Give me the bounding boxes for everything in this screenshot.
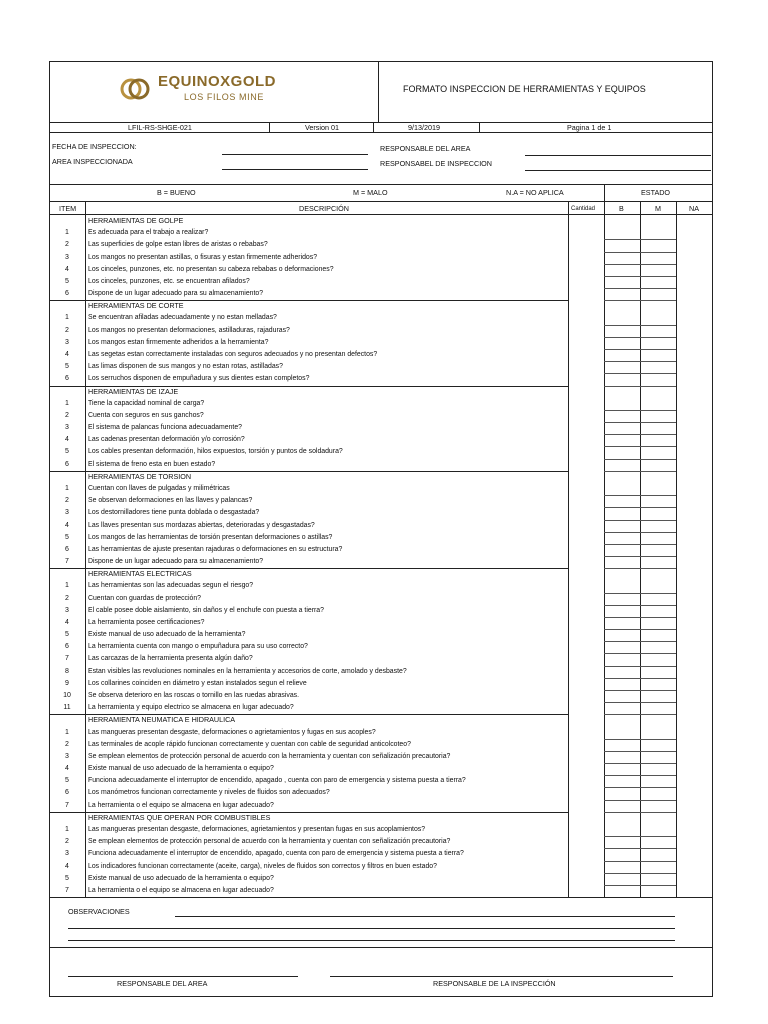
- state-cells[interactable]: [604, 239, 676, 240]
- legend-bueno: B = BUENO: [157, 188, 196, 197]
- item-number: 11: [63, 704, 71, 712]
- area-field[interactable]: [222, 169, 368, 170]
- item-number: 7: [65, 801, 69, 809]
- item-number: 1: [65, 582, 69, 590]
- item-description: Los mangos no presentan astillas, o fisuras y estan firmemente adheridos?: [88, 253, 318, 261]
- state-cells[interactable]: [604, 276, 676, 277]
- company-logo: [118, 72, 318, 108]
- item-number: 5: [65, 363, 69, 371]
- state-cells[interactable]: [604, 361, 676, 362]
- item-description: Existe manual de uso adecuado de la herramienta o equipo?: [88, 765, 274, 773]
- item-number: 4: [65, 862, 69, 870]
- item-number: 1: [65, 399, 69, 407]
- state-cells[interactable]: [604, 605, 676, 606]
- state-cells[interactable]: [604, 349, 676, 350]
- item-number: 9: [65, 679, 69, 687]
- item-number: 3: [65, 424, 69, 432]
- firma-area-line[interactable]: [68, 976, 298, 977]
- item-number: 2: [65, 411, 69, 419]
- resp-insp-label: RESPONSABEL DE INSPECCION: [380, 159, 492, 168]
- col-na: NA: [689, 204, 699, 213]
- state-cells[interactable]: [604, 544, 676, 545]
- item-number: 4: [65, 436, 69, 444]
- state-cells[interactable]: [604, 751, 676, 752]
- logo-text: EQUINOXGOLD: [158, 73, 277, 90]
- item-number: 5: [65, 874, 69, 882]
- item-description: Cuentan con llaves de pulgadas y milimétricas: [88, 484, 230, 492]
- col-m: M: [655, 204, 661, 213]
- item-number: 5: [65, 777, 69, 785]
- section-title: HERRAMIENTAS DE IZAJE: [88, 386, 179, 396]
- item-description: Los mangos no presentan deformaciones, astilladuras, rajaduras?: [88, 326, 290, 334]
- item-number: 4: [65, 765, 69, 773]
- item-description: Dispone de un lugar adecuado para su almacenamiento?: [88, 290, 264, 298]
- fecha-label: FECHA DE INSPECCION:: [52, 142, 137, 151]
- col-cantidad: Cantidad: [571, 206, 596, 212]
- item-number: 6: [65, 643, 69, 651]
- item-description: La herramienta posee certificaciones?: [88, 618, 205, 626]
- state-cells[interactable]: [604, 386, 676, 387]
- item-description: Los collarines coinciden en diámetro y estan instalados segun el relieve: [88, 679, 307, 687]
- item-number: 3: [65, 338, 69, 346]
- state-cells[interactable]: [604, 653, 676, 654]
- item-description: Se emplean elementos de protección personal de acuerdo con la herramienta y cuentan con señalización precautoria?: [88, 752, 451, 760]
- item-number: 1: [65, 314, 69, 322]
- item-number: 4: [65, 521, 69, 529]
- item-description: Los mangos estan firmemente adheridos a la herramienta?: [88, 338, 269, 346]
- doc-page: Pagina 1 de 1: [567, 123, 612, 132]
- item-number: 7: [65, 558, 69, 566]
- resp-area-label: RESPONSABLE DEL AREA: [380, 144, 471, 153]
- state-cells[interactable]: [604, 300, 676, 301]
- item-number: 2: [65, 497, 69, 505]
- doc-date: 9/13/2019: [408, 123, 440, 132]
- item-description: Las llaves presentan sus mordazas abiertas, deterioradas y desgastadas?: [88, 521, 315, 529]
- fecha-field[interactable]: [222, 154, 368, 155]
- item-number: 5: [65, 448, 69, 456]
- form-title: FORMATO INSPECCION DE HERRAMIENTAS Y EQUIPOS: [403, 84, 646, 94]
- state-cells[interactable]: [604, 787, 676, 788]
- item-number: 5: [65, 631, 69, 639]
- state-cells[interactable]: [604, 848, 676, 849]
- item-description: Los mangos de las herramientas de torsión presentan deformaciones o astillas?: [88, 533, 333, 541]
- state-cells[interactable]: [604, 446, 676, 447]
- item-number: 3: [65, 606, 69, 614]
- section-title: HERRAMIENTAS DE TORSION: [88, 471, 192, 481]
- state-cells[interactable]: [604, 641, 676, 642]
- state-cells[interactable]: [604, 617, 676, 618]
- item-description: Las cadenas presentan deformación y/o corrosión?: [88, 436, 245, 444]
- state-cells[interactable]: [604, 775, 676, 776]
- item-number: 7: [65, 655, 69, 663]
- area-label: AREA INSPECCIONADA: [52, 157, 133, 166]
- state-cells[interactable]: [604, 714, 676, 715]
- state-cells[interactable]: [604, 337, 676, 338]
- legend-estado: ESTADO: [641, 188, 671, 197]
- state-cells[interactable]: [604, 861, 676, 862]
- item-description: Las mangueras presentan desgaste, deformaciones, agrietamientos y presentan fugas en sus acoplamientos?: [88, 826, 426, 833]
- legend-malo: M = MALO: [353, 188, 388, 197]
- doc-code: LFIL-RS-SHGE-021: [128, 123, 192, 132]
- state-cells[interactable]: [604, 800, 676, 801]
- state-cells[interactable]: [604, 495, 676, 496]
- observaciones-line-2[interactable]: [68, 928, 675, 929]
- item-description: Las mangueras presentan desgaste, deformaciones o agrietamientos y fugas en sus acoples?: [88, 728, 376, 736]
- item-number: 5: [65, 277, 69, 285]
- state-cells[interactable]: [604, 459, 676, 460]
- state-cells[interactable]: [604, 812, 676, 813]
- item-description: Las limas disponen de sus mangos y no estan rotas, astilladas?: [88, 363, 283, 371]
- item-number: 2: [65, 326, 69, 334]
- item-description: Existe manual de uso adecuado de la herramienta?: [88, 631, 246, 639]
- item-number: 8: [65, 667, 69, 675]
- state-cells[interactable]: [604, 593, 676, 594]
- item-number: 6: [65, 375, 69, 383]
- item-description: El sistema de freno esta en buen estado?: [88, 460, 216, 468]
- state-cells[interactable]: [604, 264, 676, 265]
- state-cells[interactable]: [604, 325, 676, 326]
- item-number: 2: [65, 740, 69, 748]
- item-description: Se observan deformaciones en las llaves y palancas?: [88, 497, 253, 505]
- state-cells[interactable]: [604, 836, 676, 837]
- item-description: El cable posee doble aislamiento, sin daños y el enchufe con puesta a tierra?: [88, 606, 324, 614]
- state-cells[interactable]: [604, 702, 676, 703]
- item-number: 2: [65, 594, 69, 602]
- item-description: Las terminales de acople rápido funcionan correctamente y cuentan con cable de seguridad anticolcoteo?: [88, 740, 411, 748]
- state-cells[interactable]: [604, 373, 676, 374]
- section-title: HERRAMIENTA NEUMATICA E HIDRAULICA: [88, 715, 236, 725]
- resp-area-field[interactable]: [525, 155, 711, 156]
- state-cells[interactable]: [604, 568, 676, 569]
- firma-insp-label: RESPONSABLE DE LA INSPECCIÓN: [433, 979, 556, 988]
- item-description: Las carcazas de la herramienta presenta algún daño?: [88, 655, 253, 663]
- item-number: 2: [65, 838, 69, 846]
- state-cells[interactable]: [604, 763, 676, 764]
- state-cells[interactable]: [604, 739, 676, 740]
- state-cells[interactable]: [604, 666, 676, 667]
- item-number: 1: [65, 484, 69, 492]
- item-number: 7: [65, 886, 69, 894]
- firma-area-label: RESPONSABLE DEL AREA: [117, 979, 208, 988]
- firma-insp-line[interactable]: [330, 976, 673, 977]
- item-number: 4: [65, 618, 69, 626]
- state-cells[interactable]: [604, 678, 676, 679]
- col-b: B: [619, 204, 624, 213]
- item-description: La herramienta cuenta con mango o empuñadura para su uso correcto?: [88, 643, 308, 651]
- item-description: Los cinceles, punzones, etc. se encuentran afilados?: [88, 277, 250, 285]
- doc-version: Version 01: [305, 123, 339, 132]
- observaciones-line-3[interactable]: [68, 940, 675, 941]
- logo-rings-icon: [118, 72, 152, 106]
- state-cells[interactable]: [604, 520, 676, 521]
- legend-na: N.A = NO APLICA: [506, 188, 564, 197]
- item-description: Funciona adecuadamente el interruptor de encendido, apagado , cuenta con paro de emergencia y sistema puesta a tierra?: [88, 777, 466, 785]
- item-number: 6: [65, 290, 69, 298]
- item-description: Cuentan con guardas de protección?: [88, 594, 202, 602]
- state-cells[interactable]: [604, 252, 676, 253]
- state-cells[interactable]: [604, 885, 676, 886]
- state-cells[interactable]: [604, 629, 676, 630]
- item-description: Estan visibles las revoluciones nominales en la herramienta y accesorios de corte, amolado y desbaste?: [88, 667, 407, 675]
- section-title: HERRAMIENTAS DE CORTE: [88, 301, 184, 311]
- item-number: 10: [63, 692, 71, 700]
- col-item: ITEM: [59, 204, 77, 213]
- section-title: HERRAMIENTAS ELECTRICAS: [88, 569, 192, 579]
- item-description: Funciona adecuadamente el interruptor de encendido, apagado, cuenta con paro de emergencia y sistema puesta a tierra?: [88, 850, 464, 858]
- item-description: Los cinceles, punzones, etc. no presentan su cabeza rebabas o deformaciones?: [88, 265, 334, 273]
- item-description: Las herramientas son las adecuadas segun el riesgo?: [88, 582, 254, 590]
- item-description: Las superficies de golpe estan libres de aristas o rebabas?: [88, 241, 268, 249]
- logo-subtext: LOS FILOS MINE: [184, 92, 264, 102]
- section-title: HERRAMIENTAS DE GOLPE: [88, 216, 184, 225]
- state-cells[interactable]: [604, 556, 676, 557]
- state-cells[interactable]: [604, 690, 676, 691]
- state-cells[interactable]: [604, 422, 676, 423]
- state-cells[interactable]: [604, 507, 676, 508]
- item-description: La herramienta y equipo electrico se almacena en lugar adecuado?: [88, 704, 294, 712]
- item-description: Los cables presentan deformación, hilos expuestos, torsión y puntos de soldadura?: [88, 448, 343, 456]
- item-description: La herramienta o el equipo se almacena en lugar adecuado?: [88, 801, 274, 809]
- item-description: El sistema de palancas funciona adecuadamente?: [88, 424, 242, 432]
- item-number: 3: [65, 752, 69, 760]
- resp-insp-field[interactable]: [525, 170, 711, 171]
- item-number: 5: [65, 533, 69, 541]
- section-title: HERRAMIENTAS QUE OPERAN POR COMBUSTIBLES: [88, 812, 271, 822]
- item-description: Los indicadores funcionan correctamente (aceite, carga), niveles de fluidos son correctos y filtros en buen estado?: [88, 862, 437, 870]
- item-description: Los manómetros funcionan correctamente y niveles de fluidos son adecuados?: [88, 789, 330, 797]
- item-description: Tiene la capacidad nominal de carga?: [88, 399, 205, 407]
- item-number: 2: [65, 241, 69, 249]
- item-number: 3: [65, 509, 69, 517]
- item-number: 3: [65, 253, 69, 261]
- state-cells[interactable]: [604, 288, 676, 289]
- item-description: Se observa deterioro en las roscas o tornillo en las ruedas abrasivas.: [88, 692, 300, 700]
- observaciones-label: OBSERVACIONES: [68, 907, 130, 916]
- item-description: Dispone de un lugar adecuado para su almacenamiento?: [88, 558, 264, 566]
- state-cells[interactable]: [604, 410, 676, 411]
- item-description: Los destornilladores tiene punta doblada o desgastada?: [88, 509, 260, 517]
- item-description: Se encuentran afiladas adecuadamente y no estan melladas?: [88, 314, 277, 322]
- col-descripcion: DESCRIPCIÓN: [299, 204, 349, 213]
- item-number: 6: [65, 545, 69, 553]
- item-number: 1: [65, 826, 69, 833]
- item-number: 4: [65, 265, 69, 273]
- item-description: Es adecuada para el trabajo a realizar?: [88, 229, 209, 237]
- item-number: 6: [65, 460, 69, 468]
- item-number: 6: [65, 789, 69, 797]
- item-number: 3: [65, 850, 69, 858]
- state-cells[interactable]: [604, 532, 676, 533]
- state-cells[interactable]: [604, 471, 676, 472]
- item-description: Las herramientas de ajuste presentan rajaduras o deformaciones en su estructura?: [88, 545, 343, 553]
- item-number: 4: [65, 350, 69, 358]
- item-description: Las segetas estan correctamente instaladas con seguros adecuados y no presentan defectos?: [88, 350, 378, 358]
- item-description: La herramienta o el equipo se almacena en lugar adecuado?: [88, 886, 274, 894]
- state-cells[interactable]: [604, 873, 676, 874]
- item-description: Se emplean elementos de protección personal de acuerdo con la herramienta y cuentan con señalización precautoria?: [88, 838, 451, 846]
- state-cells[interactable]: [604, 434, 676, 435]
- item-description: Existe manual de uso adecuado de la herramienta o equipo?: [88, 874, 274, 882]
- item-number: 1: [65, 229, 69, 237]
- item-description: Cuenta con seguros en sus ganchos?: [88, 411, 204, 419]
- item-description: Los serruchos disponen de empuñadura y sus dientes estan completos?: [88, 375, 310, 383]
- observaciones-line-1[interactable]: [175, 916, 675, 917]
- item-number: 1: [65, 728, 69, 736]
